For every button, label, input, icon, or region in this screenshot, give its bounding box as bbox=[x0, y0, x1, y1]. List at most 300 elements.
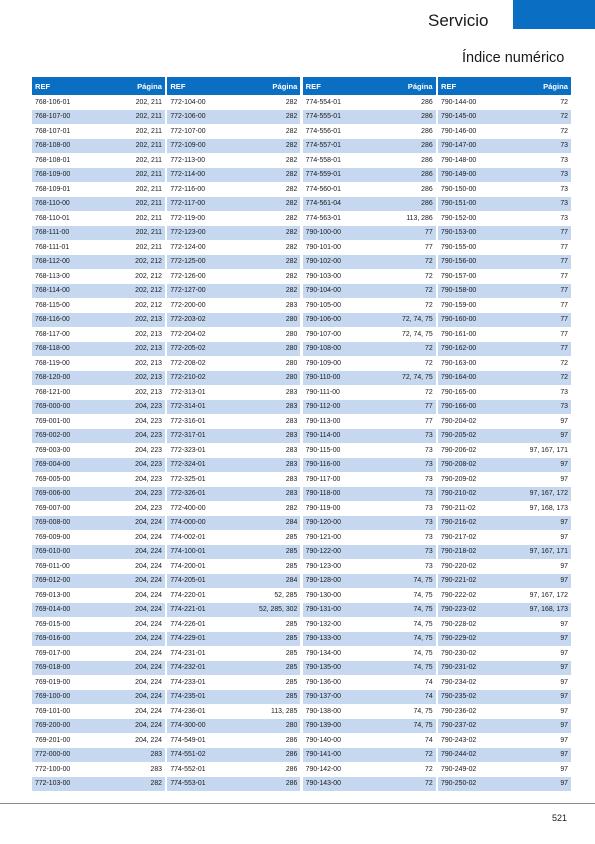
page-cell: 286 bbox=[421, 171, 433, 179]
ref-cell: 790-221-02 bbox=[440, 577, 477, 585]
ref-cell: 774-552-01 bbox=[170, 765, 206, 773]
table-row bbox=[167, 545, 300, 560]
table-row bbox=[32, 632, 165, 647]
ref-header-label: REF bbox=[35, 81, 51, 91]
table-row bbox=[167, 472, 300, 487]
page-cell: 72 bbox=[424, 765, 433, 773]
index-column bbox=[167, 77, 300, 791]
page-cell: 73 bbox=[560, 214, 568, 222]
ref-cell: 790-119-00 bbox=[305, 504, 341, 512]
page-cell: 97, 168, 173 bbox=[529, 504, 568, 512]
page-cell: 73 bbox=[560, 403, 568, 411]
ref-cell: 790-250-02 bbox=[440, 780, 477, 788]
table-row bbox=[438, 632, 571, 647]
ref-cell: 790-150-00 bbox=[440, 185, 477, 193]
page-cell: 72 bbox=[424, 287, 433, 295]
page-cell: 282 bbox=[285, 214, 298, 222]
table-row bbox=[167, 501, 300, 516]
page-cell: 77 bbox=[560, 301, 568, 309]
column-body bbox=[438, 95, 571, 791]
ref-cell: 769-015-00 bbox=[35, 620, 71, 628]
page-cell: 280 bbox=[285, 722, 298, 730]
ref-cell: 790-139-00 bbox=[305, 722, 341, 730]
table-row bbox=[32, 197, 165, 212]
ref-cell: 769-005-00 bbox=[35, 475, 71, 483]
ref-cell: 790-234-02 bbox=[440, 678, 477, 686]
ref-cell: 790-130-00 bbox=[305, 591, 341, 599]
ref-cell: 774-000-00 bbox=[170, 519, 206, 527]
page-cell: 204, 224 bbox=[135, 722, 162, 730]
table-row bbox=[303, 719, 436, 734]
ref-cell: 772-317-01 bbox=[170, 432, 206, 440]
ref-cell: 790-211-02 bbox=[440, 504, 476, 512]
page-cell: 97 bbox=[560, 664, 568, 672]
table-row bbox=[32, 501, 165, 516]
ref-cell: 790-143-00 bbox=[305, 780, 341, 788]
ref-cell: 772-324-01 bbox=[170, 461, 206, 469]
page-cell: 282 bbox=[285, 287, 298, 295]
table-row bbox=[167, 298, 300, 313]
table-row bbox=[438, 139, 571, 154]
ref-cell: 790-108-00 bbox=[305, 345, 341, 353]
table-row bbox=[303, 95, 436, 110]
page-cell: 77 bbox=[560, 345, 568, 353]
page-cell: 202, 212 bbox=[135, 301, 162, 309]
page-cell: 72 bbox=[424, 301, 433, 309]
page-cell: 77 bbox=[560, 316, 568, 324]
ref-cell: 790-161-00 bbox=[440, 330, 477, 338]
ref-cell: 790-135-00 bbox=[305, 664, 341, 672]
table-row bbox=[303, 704, 436, 719]
ref-cell: 772-103-00 bbox=[35, 780, 71, 788]
ref-cell: 790-237-02 bbox=[440, 722, 477, 730]
table-row bbox=[303, 356, 436, 371]
table-row bbox=[303, 226, 436, 241]
page-cell: 97, 167, 172 bbox=[529, 591, 568, 599]
ref-cell: 790-111-00 bbox=[305, 388, 340, 396]
table-row bbox=[167, 704, 300, 719]
page-cell: 204, 224 bbox=[135, 548, 162, 556]
page-cell: 282 bbox=[285, 185, 298, 193]
ref-cell: 768-113-00 bbox=[35, 272, 70, 280]
table-row bbox=[438, 501, 571, 516]
table-row bbox=[167, 762, 300, 777]
column-body bbox=[32, 95, 165, 791]
page-cell: 285 bbox=[285, 649, 298, 657]
table-row bbox=[438, 153, 571, 168]
ref-cell: 790-109-00 bbox=[305, 359, 341, 367]
ref-cell: 790-206-02 bbox=[440, 446, 477, 454]
page-cell: 282 bbox=[285, 171, 298, 179]
page-cell: 73 bbox=[560, 171, 568, 179]
page-cell: 77 bbox=[560, 258, 568, 266]
ref-cell: 768-106-01 bbox=[35, 98, 71, 106]
ref-cell: 790-115-00 bbox=[305, 446, 341, 454]
ref-cell: 790-146-00 bbox=[440, 127, 477, 135]
page-cell: 73 bbox=[560, 156, 568, 164]
page-cell: 283 bbox=[285, 417, 298, 425]
page-cell: 202, 211 bbox=[135, 171, 162, 179]
table-row bbox=[303, 429, 436, 444]
ref-cell: 772-204-02 bbox=[170, 330, 206, 338]
table-row bbox=[32, 617, 165, 632]
page-cell: 113, 286 bbox=[406, 214, 433, 222]
table-row bbox=[303, 371, 436, 386]
ref-cell: 790-134-00 bbox=[305, 649, 341, 657]
ref-cell: 790-133-00 bbox=[305, 635, 341, 643]
page-cell: 72 bbox=[560, 374, 568, 382]
ref-cell: 774-220-01 bbox=[170, 591, 206, 599]
table-row bbox=[167, 516, 300, 531]
ref-cell: 769-017-00 bbox=[35, 649, 71, 657]
table-row bbox=[32, 719, 165, 734]
page-cell: 204, 224 bbox=[135, 577, 162, 585]
page-cell: 282 bbox=[285, 272, 298, 280]
ref-cell: 790-223-02 bbox=[440, 606, 477, 614]
page-cell: 202, 212 bbox=[135, 272, 162, 280]
ref-cell: 768-115-00 bbox=[35, 301, 70, 309]
page-cell: 283 bbox=[285, 388, 298, 396]
page-cell: 73 bbox=[560, 142, 568, 150]
ref-cell: 790-138-00 bbox=[305, 707, 341, 715]
page-cell: 74, 75 bbox=[413, 707, 433, 715]
ref-cell: 769-018-00 bbox=[35, 664, 71, 672]
table-row bbox=[438, 559, 571, 574]
page-cell: 73 bbox=[424, 548, 433, 556]
ref-cell: 774-559-01 bbox=[305, 171, 341, 179]
page-cell: 285 bbox=[285, 620, 298, 628]
ref-cell: 774-560-01 bbox=[305, 185, 341, 193]
column-body bbox=[303, 95, 436, 791]
ref-cell: 774-100-01 bbox=[170, 548, 206, 556]
table-row bbox=[167, 487, 300, 502]
table-row bbox=[303, 197, 436, 212]
page-cell: 204, 224 bbox=[135, 620, 162, 628]
table-row bbox=[167, 574, 300, 589]
ref-cell: 768-111-01 bbox=[35, 243, 70, 251]
ref-cell: 774-557-01 bbox=[305, 142, 341, 150]
ref-cell: 772-126-00 bbox=[170, 272, 206, 280]
table-row bbox=[32, 211, 165, 226]
ref-cell: 768-121-00 bbox=[35, 388, 71, 396]
ref-cell: 790-103-00 bbox=[305, 272, 341, 280]
table-row bbox=[167, 675, 300, 690]
page-cell: 72 bbox=[424, 780, 433, 788]
ref-cell: 790-159-00 bbox=[440, 301, 477, 309]
table-row bbox=[303, 255, 436, 270]
page-cell: 72, 74, 75 bbox=[402, 374, 433, 382]
ref-cell: 772-314-01 bbox=[170, 403, 206, 411]
table-row bbox=[32, 762, 165, 777]
ref-cell: 769-001-00 bbox=[35, 417, 71, 425]
page-cell: 202, 211 bbox=[135, 229, 162, 237]
page-cell: 283 bbox=[285, 461, 298, 469]
table-row bbox=[32, 139, 165, 154]
ref-cell: 790-152-00 bbox=[440, 214, 477, 222]
table-row bbox=[32, 414, 165, 429]
table-row bbox=[303, 124, 436, 139]
ref-cell: 790-142-00 bbox=[305, 765, 341, 773]
table-row bbox=[167, 226, 300, 241]
table-row bbox=[32, 588, 165, 603]
table-row bbox=[303, 168, 436, 183]
ref-cell: 790-208-02 bbox=[440, 461, 477, 469]
ref-cell: 774-553-01 bbox=[170, 780, 206, 788]
page-cell: 286 bbox=[285, 765, 298, 773]
page-cell: 202, 212 bbox=[135, 287, 162, 295]
page-cell: 73 bbox=[424, 533, 433, 541]
page-cell: 204, 223 bbox=[135, 403, 162, 411]
ref-cell: 790-122-00 bbox=[305, 548, 341, 556]
ref-cell: 790-112-00 bbox=[305, 403, 341, 411]
ref-cell: 790-101-00 bbox=[305, 243, 341, 251]
ref-cell: 774-561-04 bbox=[305, 200, 341, 208]
page-header-label: Página bbox=[543, 81, 568, 91]
page-cell: 97 bbox=[560, 417, 568, 425]
ref-cell: 790-104-00 bbox=[305, 287, 341, 295]
table-row bbox=[32, 371, 165, 386]
table-row bbox=[32, 516, 165, 531]
page-cell: 280 bbox=[285, 359, 298, 367]
ref-cell: 790-244-02 bbox=[440, 751, 477, 759]
page-cell: 204, 223 bbox=[135, 417, 162, 425]
page-cell: 285 bbox=[285, 635, 298, 643]
index-column bbox=[438, 77, 571, 791]
table-row bbox=[438, 472, 571, 487]
table-row bbox=[32, 182, 165, 197]
page-cell: 97 bbox=[560, 678, 568, 686]
page-cell: 72 bbox=[424, 751, 433, 759]
page-cell: 285 bbox=[285, 664, 298, 672]
page-cell: 77 bbox=[424, 243, 433, 251]
table-row bbox=[32, 646, 165, 661]
page-cell: 97 bbox=[560, 635, 568, 643]
page-cell: 282 bbox=[285, 156, 298, 164]
table-row bbox=[167, 443, 300, 458]
ref-cell: 769-006-00 bbox=[35, 490, 71, 498]
page-cell: 283 bbox=[285, 403, 298, 411]
table-row bbox=[303, 240, 436, 255]
page-cell: 202, 211 bbox=[135, 243, 162, 251]
page-cell: 204, 224 bbox=[135, 562, 162, 570]
table-row bbox=[438, 95, 571, 110]
table-row bbox=[32, 472, 165, 487]
ref-cell: 772-100-00 bbox=[35, 765, 71, 773]
page-cell: 97 bbox=[560, 577, 568, 585]
table-row bbox=[438, 690, 571, 705]
page-cell: 73 bbox=[424, 490, 433, 498]
table-row bbox=[167, 197, 300, 212]
table-row bbox=[167, 646, 300, 661]
table-row bbox=[32, 675, 165, 690]
page-cell: 283 bbox=[285, 490, 298, 498]
table-row bbox=[32, 748, 165, 763]
page-cell: 282 bbox=[285, 127, 298, 135]
table-row bbox=[303, 487, 436, 502]
ref-cell: 769-013-00 bbox=[35, 591, 71, 599]
table-row bbox=[32, 574, 165, 589]
table-row bbox=[438, 646, 571, 661]
page-cell: 97 bbox=[560, 475, 568, 483]
page-cell: 286 bbox=[285, 736, 298, 744]
page-cell: 285 bbox=[285, 678, 298, 686]
table-row bbox=[438, 168, 571, 183]
page-cell: 204, 224 bbox=[135, 736, 162, 744]
page-cell: 282 bbox=[285, 229, 298, 237]
page-cell: 204, 224 bbox=[135, 649, 162, 657]
table-row bbox=[438, 487, 571, 502]
page-cell: 72 bbox=[424, 272, 433, 280]
page-cell: 97, 167, 172 bbox=[529, 490, 568, 498]
column-header bbox=[167, 77, 300, 95]
ref-cell: 790-113-00 bbox=[305, 417, 341, 425]
page-cell: 283 bbox=[285, 475, 298, 483]
table-row bbox=[303, 661, 436, 676]
table-row bbox=[438, 661, 571, 676]
ref-cell: 768-111-00 bbox=[35, 229, 70, 237]
table-row bbox=[303, 153, 436, 168]
page-cell: 97 bbox=[560, 533, 568, 541]
ref-cell: 772-119-00 bbox=[170, 214, 206, 222]
page-cell: 202, 211 bbox=[135, 113, 162, 121]
table-row bbox=[167, 777, 300, 792]
table-row bbox=[167, 211, 300, 226]
page-cell: 97, 167, 171 bbox=[529, 446, 568, 454]
page-cell: 72 bbox=[424, 345, 433, 353]
ref-cell: 768-110-01 bbox=[35, 214, 70, 222]
page-cell: 97 bbox=[560, 722, 568, 730]
page-cell: 52, 285 bbox=[274, 591, 298, 599]
ref-cell: 772-107-00 bbox=[170, 127, 206, 135]
table-row bbox=[438, 603, 571, 618]
table-row bbox=[303, 139, 436, 154]
section-color-tab bbox=[513, 0, 595, 29]
ref-cell: 790-136-00 bbox=[305, 678, 341, 686]
page-cell: 97 bbox=[560, 707, 568, 715]
ref-cell: 768-110-00 bbox=[35, 200, 70, 208]
ref-cell: 769-200-00 bbox=[35, 722, 71, 730]
ref-cell: 790-160-00 bbox=[440, 316, 477, 324]
table-row bbox=[438, 516, 571, 531]
page-cell: 74 bbox=[424, 736, 433, 744]
page-cell: 284 bbox=[285, 577, 298, 585]
ref-cell: 772-109-00 bbox=[170, 142, 206, 150]
ref-cell: 769-008-00 bbox=[35, 519, 71, 527]
ref-cell: 772-114-00 bbox=[170, 171, 206, 179]
page-cell: 97 bbox=[560, 765, 568, 773]
page-cell: 282 bbox=[285, 113, 298, 121]
section-title: Servicio bbox=[428, 11, 489, 30]
page-cell: 73 bbox=[424, 475, 433, 483]
table-row bbox=[303, 472, 436, 487]
ref-cell: 768-116-00 bbox=[35, 316, 70, 324]
ref-cell: 772-117-00 bbox=[170, 200, 206, 208]
table-row bbox=[167, 240, 300, 255]
table-row bbox=[32, 733, 165, 748]
table-row bbox=[438, 255, 571, 270]
ref-cell: 790-106-00 bbox=[305, 316, 341, 324]
page-cell: 97 bbox=[560, 780, 568, 788]
page-header-label: Página bbox=[272, 81, 298, 91]
page-cell: 97, 167, 171 bbox=[529, 548, 568, 556]
page-cell: 72, 74, 75 bbox=[402, 316, 433, 324]
ref-cell: 769-003-00 bbox=[35, 446, 71, 454]
table-row bbox=[167, 748, 300, 763]
page-cell: 73 bbox=[424, 461, 433, 469]
table-row bbox=[167, 632, 300, 647]
table-row bbox=[438, 443, 571, 458]
page-cell: 77 bbox=[560, 330, 568, 338]
page-cell: 202, 211 bbox=[135, 200, 162, 208]
page-cell: 285 bbox=[285, 548, 298, 556]
table-row bbox=[438, 675, 571, 690]
ref-cell: 790-236-02 bbox=[440, 707, 477, 715]
table-row bbox=[32, 124, 165, 139]
table-row bbox=[32, 443, 165, 458]
table-row bbox=[167, 168, 300, 183]
table-row bbox=[438, 226, 571, 241]
table-row bbox=[167, 255, 300, 270]
ref-cell: 790-217-02 bbox=[440, 533, 477, 541]
page-cell: 74 bbox=[424, 678, 433, 686]
page-cell: 74, 75 bbox=[413, 649, 433, 657]
table-row bbox=[32, 226, 165, 241]
table-row bbox=[438, 110, 571, 125]
page-cell: 72 bbox=[560, 113, 568, 121]
ref-cell: 774-200-01 bbox=[170, 562, 206, 570]
page-cell: 202, 211 bbox=[135, 142, 162, 150]
ref-cell: 790-210-02 bbox=[440, 490, 477, 498]
page-cell: 97 bbox=[560, 461, 568, 469]
ref-cell: 790-151-00 bbox=[440, 200, 477, 208]
page-cell: 77 bbox=[560, 243, 568, 251]
ref-cell: 774-236-01 bbox=[170, 707, 206, 715]
ref-cell: 768-120-00 bbox=[35, 374, 71, 382]
ref-cell: 774-555-01 bbox=[305, 113, 341, 121]
ref-cell: 774-554-01 bbox=[305, 98, 341, 106]
ref-cell: 772-123-00 bbox=[170, 229, 206, 237]
ref-cell: 774-221-01 bbox=[170, 606, 206, 614]
page-cell: 72 bbox=[424, 388, 433, 396]
table-row bbox=[438, 385, 571, 400]
ref-cell: 772-400-00 bbox=[170, 504, 206, 512]
ref-cell: 774-551-02 bbox=[170, 751, 206, 759]
ref-cell: 774-232-01 bbox=[170, 664, 206, 672]
ref-cell: 790-107-00 bbox=[305, 330, 341, 338]
page-cell: 72, 74, 75 bbox=[402, 330, 433, 338]
page-number: 521 bbox=[552, 813, 568, 823]
ref-cell: 790-140-00 bbox=[305, 736, 341, 744]
ref-cell: 774-558-01 bbox=[305, 156, 341, 164]
table-row bbox=[303, 327, 436, 342]
ref-cell: 772-127-00 bbox=[170, 287, 206, 295]
ref-cell: 774-205-01 bbox=[170, 577, 206, 585]
page-cell: 202, 212 bbox=[135, 258, 162, 266]
page-cell: 282 bbox=[285, 142, 298, 150]
page-cell: 72 bbox=[424, 359, 433, 367]
table-row bbox=[32, 385, 165, 400]
table-row bbox=[167, 284, 300, 299]
page-cell: 282 bbox=[285, 200, 298, 208]
table-row bbox=[32, 284, 165, 299]
table-row bbox=[438, 574, 571, 589]
ref-cell: 772-323-01 bbox=[170, 446, 206, 454]
table-row bbox=[32, 240, 165, 255]
ref-cell: 790-121-00 bbox=[305, 533, 341, 541]
page-cell: 286 bbox=[285, 751, 298, 759]
ref-cell: 774-226-01 bbox=[170, 620, 206, 628]
page-cell: 97 bbox=[560, 620, 568, 628]
